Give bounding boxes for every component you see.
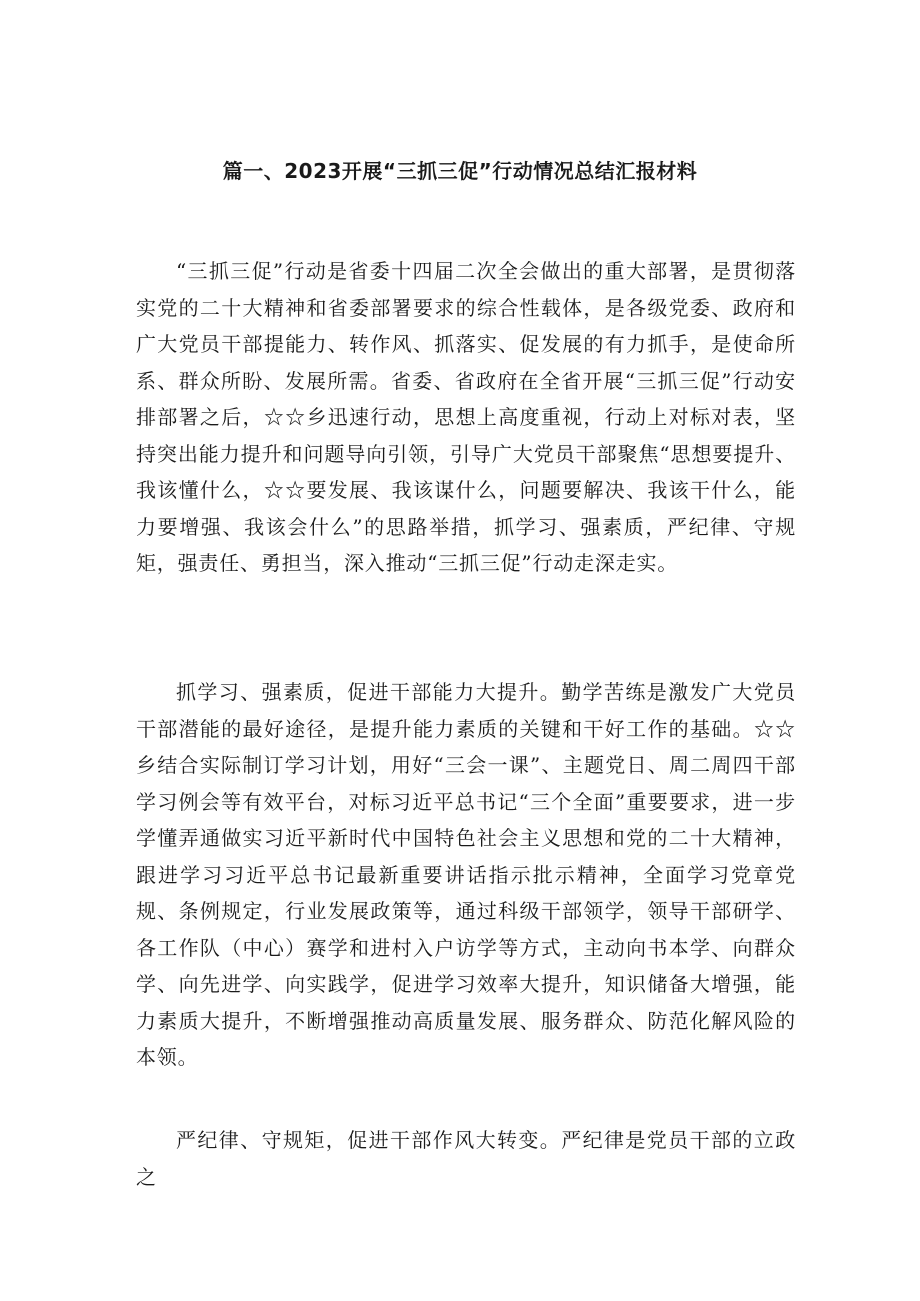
paragraph-study: 抓学习、强素质，促进干部能力大提升。勤学苦练是激发广大党员干部潜能的最好途径，是提升能力素质的关键和干好工作的基础。☆☆乡结合实际制订学习计划，用好“三会一课”、主题党日、周二周四干部学习例会等有效平台，对标习近平总书记“三个全面”重要要求，进一步学懂弄通做实习近平新时代中国特色社会主义思想和党的二十大精神，跟进学习习近平总书记最新重要讲话指示批示精神，全面学习党章党规、条例规定，行业发展政策等，通过科级干部领学，领导干部研学、各工作队（中心）赛学和进村入户访学等方式，主动向书本学、向群众学、向先进学、向实践学，促进学习效率大提升，知识储备大增强，能力素质大提升，不断增强推动高质量发展、服务群众、防范化解风险的本领。 [136, 680, 796, 1069]
paragraph-intro: “三抓三促”行动是省委十四届二次全会做出的重大部署，是贯彻落实党的二十大精神和省委部署要求的综合性载体，是各级党委、政府和广大党员干部提能力、转作风、抓落实、促发展的有力抓手，是使命所系、群众所盼、发展所需。省委、省政府在全省开展“三抓三促”行动安排部署之后，☆☆乡迅速行动，思想上高度重视，行动上对标对表，坚持突出能力提升和问题导向引领，引导广大党员干部聚焦“思想要提升、我该懂什么，☆☆要发展、我该谋什么，问题要解决、我该干什么，能力要增强、我该会什么”的思路举措，抓学习、强素质，严纪律、守规矩，强责任、勇担当，深入推动“三抓三促”行动走深走实。 [136, 259, 796, 575]
paragraph-discipline: 严纪律、守规矩，促进干部作风大转变。严纪律是党员干部的立政之 [136, 1128, 796, 1189]
document-title: 篇一、2023开展“三抓三促”行动情况总结汇报材料 [222, 159, 698, 183]
